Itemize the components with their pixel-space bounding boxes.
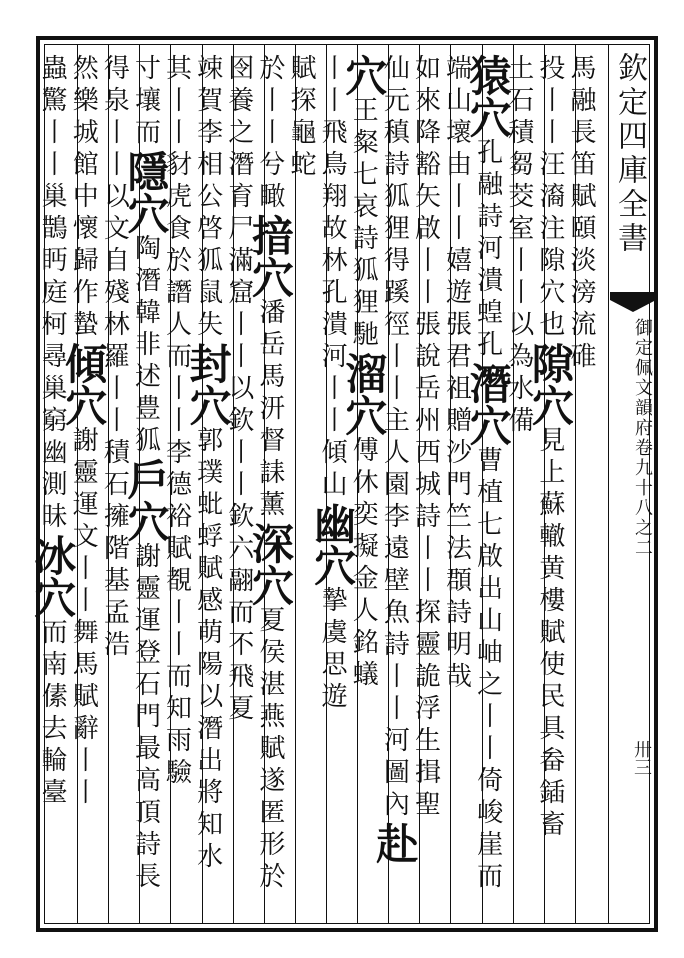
text-column bbox=[161, 54, 199, 924]
page-number: 卅三 bbox=[631, 740, 652, 776]
entry-headword: 冰穴 bbox=[28, 534, 78, 618]
entry-text: 於丨丨兮瞰 bbox=[254, 54, 285, 214]
entry-text: 寸壤而 bbox=[130, 54, 161, 150]
entry-text: 摯虞思遊 bbox=[317, 586, 348, 714]
entry-text: 囹養之潛育 bbox=[223, 54, 254, 214]
entry-text: 丨丨欽六翮而不飛夏 bbox=[223, 438, 254, 726]
entry-headword: 傾穴 bbox=[59, 342, 109, 426]
entry-text: 陶潛韓非述豊狐 bbox=[130, 234, 161, 458]
entry-text: 如來降豁矢啟丨丨張說岳州西城詩丨丨探靈詭浮生揖聖 bbox=[410, 54, 441, 822]
entry-text: 嬉遊張君祖贈沙門竺法頵詩明哉 bbox=[441, 246, 472, 694]
text-column bbox=[503, 54, 542, 924]
entry-text: 孔融詩河潰蝗孔 bbox=[472, 138, 503, 362]
text-column bbox=[121, 54, 171, 924]
entry-text: 謝靈運登石門最高頂詩長 bbox=[130, 542, 161, 894]
entry-text: 然樂城館中懷歸作蟄 bbox=[68, 54, 99, 342]
text-column bbox=[370, 54, 420, 924]
entry-headword: 隱穴 bbox=[121, 150, 171, 234]
text-column bbox=[339, 54, 389, 924]
entry-text: 尋巢窮幽測昧 bbox=[37, 342, 68, 534]
entry-text: 林羅丨丨積石擁階基孟浩 bbox=[99, 310, 130, 662]
entry-text: 見上蘇轍黄樓賦使民具畚鍤畜 bbox=[534, 426, 565, 842]
text-column bbox=[410, 54, 448, 924]
entry-text: 丨丨以文自殘 bbox=[99, 118, 130, 310]
entry-text: 竦賀李相公啓狐鼠失 bbox=[192, 54, 223, 342]
entry-headword: 溜穴 bbox=[339, 352, 389, 436]
entry-text: 得泉 bbox=[99, 54, 130, 118]
entry-text: 傅休奕擬金人銘蟻 bbox=[348, 436, 379, 692]
text-column bbox=[28, 54, 78, 924]
entry-text: 郭璞蚍蜉賦感萌陽以潛出將知水 bbox=[192, 426, 223, 874]
entry-text: 投丨丨汪㵝注隙穴也 bbox=[534, 54, 565, 342]
text-column bbox=[183, 54, 233, 924]
entry-text: 王粲七哀詩狐狸馳 bbox=[348, 96, 379, 352]
book-title: 欽定四庫全書 bbox=[612, 52, 647, 256]
entry-text: 賦探龜蛇 bbox=[285, 54, 316, 182]
entry-text: 謝靈運文丨丨舞馬賦辭丨丨 bbox=[68, 426, 99, 810]
entry-text: 而丨丨李德裕賦覩丨丨而知雨驗 bbox=[161, 342, 192, 790]
text-column bbox=[285, 54, 324, 924]
entry-headword: 赴 bbox=[370, 822, 420, 864]
entry-text: 潘岳馬汧督誄薰 bbox=[254, 298, 285, 522]
text-column bbox=[308, 54, 358, 924]
entry-text: 其丨丨豺虎食於譖人 bbox=[161, 54, 192, 342]
entry-text: 端山壞由丨丨 bbox=[441, 54, 472, 246]
entry-headword: 戶穴 bbox=[121, 458, 171, 542]
entry-text: 孔潰河丨丨傾山 bbox=[317, 278, 348, 502]
entry-text: 仙元稹詩狐狸得蹊徑丨丨主人園李遠壁魚詩丨丨河圖內 bbox=[379, 54, 410, 822]
text-column bbox=[441, 54, 479, 924]
entry-headword: 潛穴 bbox=[463, 362, 513, 446]
fishtail-mark-icon bbox=[610, 292, 656, 314]
text-column bbox=[525, 54, 575, 924]
text-column bbox=[99, 54, 137, 924]
entry-text: 馬融長笛賦頤淡滂流碓 bbox=[565, 54, 596, 374]
entry-text: 夏侯湛燕賦遂匿形於 bbox=[254, 606, 285, 894]
text-column bbox=[59, 54, 109, 924]
entry-headword: 幽穴 bbox=[308, 502, 358, 586]
volume-label: 御定佩文韻府卷九十八之二 bbox=[632, 318, 653, 558]
entry-text: 蟲驚丨丨巢鵲眄庭柯 bbox=[37, 54, 68, 342]
margin-strip-rule bbox=[608, 45, 609, 923]
entry-headword: 封穴 bbox=[183, 342, 233, 426]
entry-headword: 猿穴 bbox=[463, 54, 513, 138]
entry-headword: 隙穴 bbox=[525, 342, 575, 426]
entry-text: 而南傃去輪臺 bbox=[37, 618, 68, 810]
entry-text: 土石積芻茭室丨丨以為水備 bbox=[503, 54, 534, 438]
text-column bbox=[565, 54, 604, 924]
entry-headword: 揞穴 bbox=[245, 214, 295, 298]
entry-text: 丨丨飛鳥翔故林 bbox=[317, 54, 348, 278]
entry-text: 尸滿窟丨丨以欽 bbox=[223, 214, 254, 438]
entry-text: 曹植七啟出山岫之丨丨倚峻崖而 bbox=[472, 446, 503, 894]
entry-headword: 深穴 bbox=[245, 522, 295, 606]
entry-headword: 穴 bbox=[339, 54, 389, 96]
text-column bbox=[463, 54, 513, 924]
text-column bbox=[245, 54, 295, 924]
text-column bbox=[223, 54, 262, 924]
